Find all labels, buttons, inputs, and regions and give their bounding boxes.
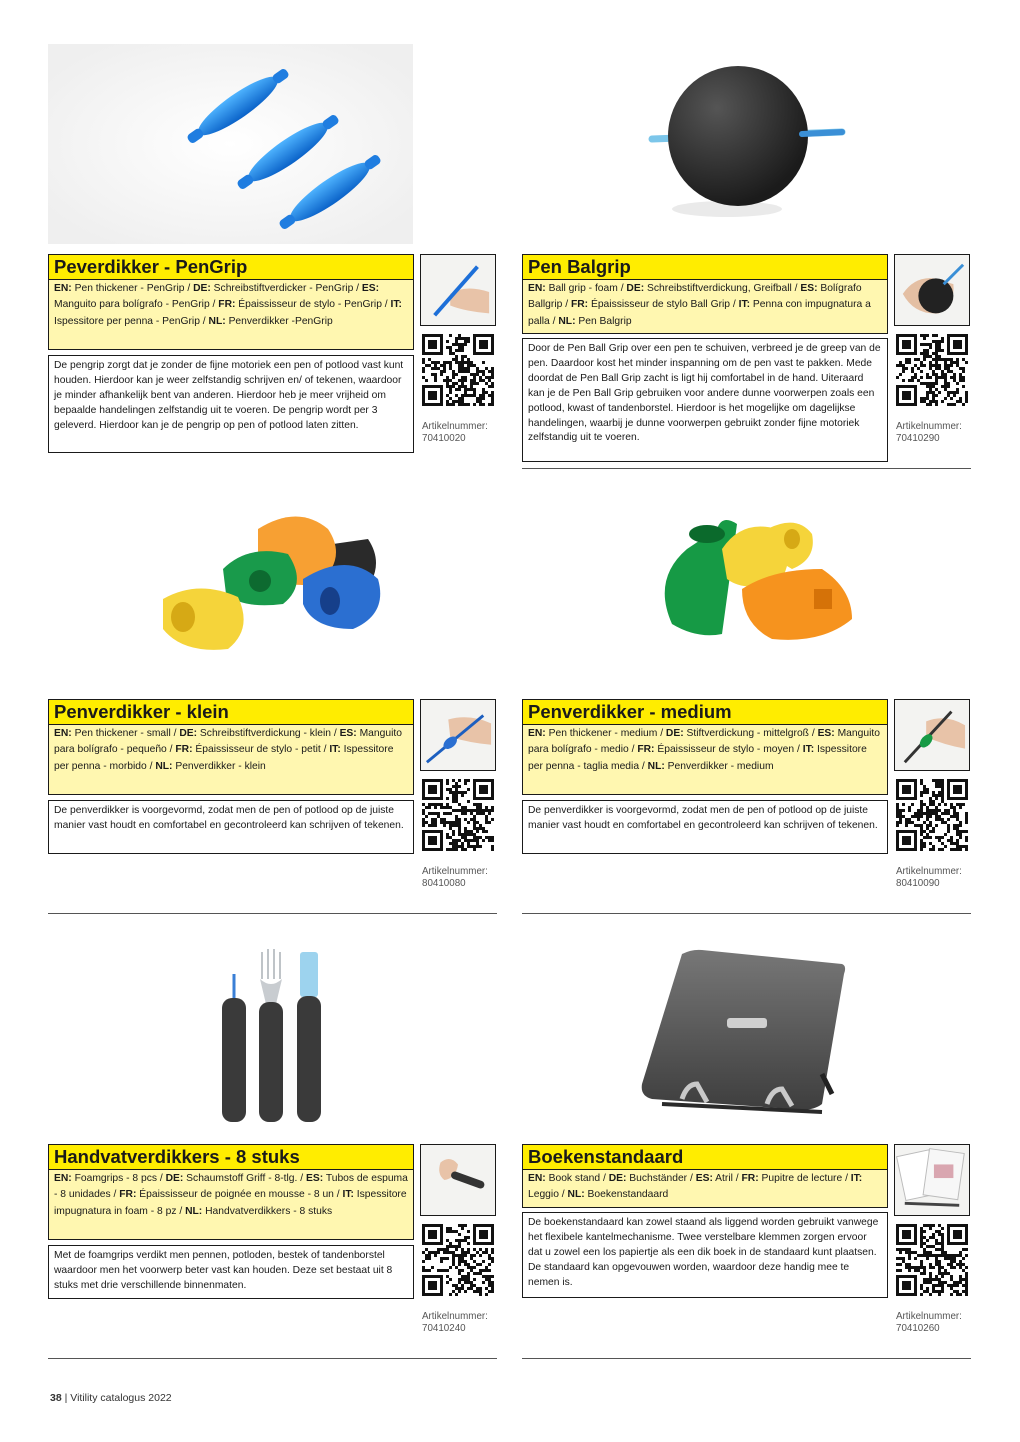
product-card-boekenstandaard — [522, 934, 972, 1354]
product-description: Met de foamgrips verdikt men pennen, potloden, bestek of tandenborstel waardoor men het voorwerp beter vast kan houden. Deze set bestaat uit 8 stuks met drie verschillende binnenmaten. — [48, 1245, 414, 1299]
qr-code — [422, 334, 494, 406]
page-number: 38 — [50, 1392, 62, 1404]
product-photo-handvatverdikkers — [48, 934, 498, 1134]
article-number: Artikelnummer: 70410240 — [422, 1311, 488, 1334]
product-translations: EN: Pen thickener - small / DE: Schreibstiftverdickung - klein / ES: Manguito para bolígrafo - pequeño / FR: Épaississeur de stylo - petit / IT: Ispessitore per penna - morbido / NL: Penverdikker - klein — [48, 725, 414, 795]
product-description: De penverdikker is voorgevormd, zodat men de pen of potlood op de juiste manier vast houdt en comfortabel en gecontroleerd kan schrijven of tekenen. — [522, 800, 888, 854]
product-photo-boekenstandaard — [522, 934, 972, 1134]
product-translations: EN: Book stand / DE: Buchständer / ES: Atril / FR: Pupitre de lecture / IT: Leggio / NL: Boekenstandaard — [522, 1170, 888, 1208]
product-description: De pengrip zorgt dat je zonder de fijne motoriek een pen of potlood vast kunt houden. Hierdoor kan je weer zelfstandig schrijven en/ of tekenen, waardoor je minder afhankelijk bent van anderen. Hierdoor heb je meer vrijheid om bepaalde handelingen zelfstandig uit te voeren. De pengrip wordt per 3 geleverd. Hierdoor kan je de pengrip op pen of potlood laten zitten. — [48, 355, 414, 453]
article-number: Artikelnummer: 70410020 — [422, 421, 488, 444]
article-number: Artikelnummer: 70410290 — [896, 421, 962, 444]
product-translations: EN: Ball grip - foam / DE: Schreibstiftverdickung, Greifball / ES: Bolígrafo Ballgrip / FR: Épaississeur de stylo Ball Grip / IT: Penna con impugnatura a palla / NL: Pen Balgrip — [522, 280, 888, 334]
qr-code — [422, 779, 494, 851]
product-photo-pen-balgrip — [522, 44, 972, 244]
article-number: Artikelnummer: 80410090 — [896, 866, 962, 889]
usage-photo — [420, 1144, 496, 1216]
section-divider — [48, 1358, 497, 1359]
product-title: Handvatverdikkers - 8 stuks — [48, 1144, 414, 1170]
product-card-penverdikker-medium — [522, 489, 972, 909]
qr-code — [422, 1224, 494, 1296]
product-translations: EN: Foamgrips - 8 pcs / DE: Schaumstoff Griff - 8-tlg. / ES: Tubos de espuma - 8 unidades / FR: Épaississeur de poignée en mousse - 8 un / IT: Ispessitore impugnatura in foam - 8 pz / NL: Handvatverdikkers - 8 stuks — [48, 1170, 414, 1240]
product-title: Boekenstandaard — [522, 1144, 888, 1170]
qr-code — [896, 334, 968, 406]
usage-photo — [894, 254, 970, 326]
product-title: Peverdikker - PenGrip — [48, 254, 414, 280]
article-number: Artikelnummer: 80410080 — [422, 866, 488, 889]
product-description: De penverdikker is voorgevormd, zodat men de pen of potlood op de juiste manier vast houdt en comfortabel en gecontroleerd kan schrijven of tekenen. — [48, 800, 414, 854]
product-photo-penverdikker-klein — [48, 489, 498, 689]
product-title: Penverdikker - klein — [48, 699, 414, 725]
product-card-penverdikker-klein — [48, 489, 498, 909]
section-divider — [522, 468, 971, 469]
product-card-handvatverdikkers — [48, 934, 498, 1354]
product-description: Door de Pen Ball Grip over een pen te schuiven, verbreed je de greep van de pen. Daardoor kost het minder inspanning om de pen vast te pakken. Mede doordat de Pen Ball Grip zacht is ligt hij comfortabel in de hand. Uiteraard kan je de Pen Ball Grip gebruiken voor andere dunne voorwerpen zoals een potlood, kwast of tandenborstel. Hierdoor is het mogelijke om dagelijkse handelingen, waarbij je dunne voorwerpen gebruikt zonder fijne motoriek zelfstandig uit te voeren. — [522, 338, 888, 462]
article-number: Artikelnummer: 70410260 — [896, 1311, 962, 1334]
product-translations: EN: Pen thickener - medium / DE: Stiftverdickung - mittelgroß / ES: Manguito para bolígrafo - medio / FR: Épaississeur de stylo - moyen / IT: Ispessitore per penna - taglia media / NL: Penverdikker - medium — [522, 725, 888, 795]
product-photo-penverdikker-medium — [522, 489, 972, 689]
section-divider — [522, 913, 971, 914]
usage-photo — [420, 254, 496, 326]
product-title: Penverdikker - medium — [522, 699, 888, 725]
catalog-name: Vitility catalogus 2022 — [70, 1392, 172, 1404]
usage-photo — [420, 699, 496, 771]
section-divider — [48, 913, 497, 914]
product-card-pen-balgrip — [522, 44, 972, 464]
product-translations: EN: Pen thickener - PenGrip / DE: Schreibstiftverdicker - PenGrip / ES: Manguito para bolígrafo - PenGrip / FR: Épaississeur de stylo - PenGrip / IT: Ispessitore per penna - PenGrip / NL: Penverdikker -PenGrip — [48, 280, 414, 350]
qr-code — [896, 779, 968, 851]
product-photo-pengrip — [48, 44, 498, 244]
section-divider — [522, 1358, 971, 1359]
product-card-pengrip — [48, 44, 498, 464]
usage-photo — [894, 699, 970, 771]
qr-code — [896, 1224, 968, 1296]
usage-photo — [894, 1144, 970, 1216]
product-title: Pen Balgrip — [522, 254, 888, 280]
product-description: De boekenstandaard kan zowel staand als liggend worden gebruikt vanwege het flexibele kantelmechanisme. Twee verstelbare klemmen zorgen ervoor dat u zowel een los papiertje als een dik boek in de standaard kunt plaatsen. De standaard kan opgevouwen worden, waardoor deze handig mee te nemen is. — [522, 1212, 888, 1298]
page-footer: 38 | Vitility catalogus 2022 — [50, 1392, 172, 1404]
